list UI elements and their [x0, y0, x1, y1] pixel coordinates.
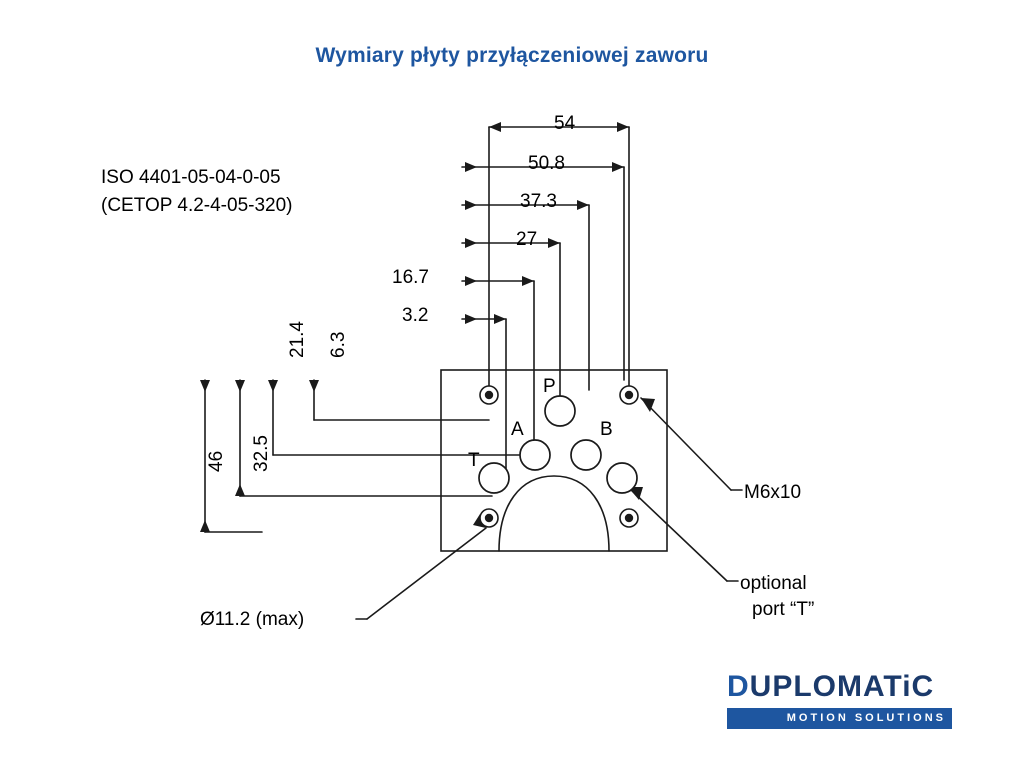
annotation-m6x10: M6x10	[744, 482, 802, 503]
dim-value-32-5: 32.5	[251, 435, 272, 472]
dim-value-54: 54	[554, 113, 576, 134]
annotation-optional-line2: port “T”	[752, 599, 815, 620]
plate-pocket	[499, 476, 609, 551]
dim-value-6-3: 6.3	[328, 331, 349, 358]
logo-tagline: MOTION SOLUTIONS	[786, 712, 946, 724]
port-hole-b	[571, 440, 601, 470]
annotation-optional-line1: optional	[740, 573, 807, 594]
port-label-t: T	[468, 450, 480, 471]
logo-rest: UPLOMATiC	[749, 670, 935, 703]
dim-value-3-2: 3.2	[402, 305, 429, 326]
leader-optional	[628, 487, 727, 581]
standard-code-line2: (CETOP 4.2-4-05-320)	[101, 195, 293, 216]
dim-value-16-7: 16.7	[392, 267, 429, 288]
logo-wordmark	[727, 672, 952, 702]
dim-value-50-8: 50.8	[528, 153, 565, 174]
leader-diameter	[367, 528, 486, 619]
port-hole-a	[520, 440, 550, 470]
dim-value-21-4: 21.4	[287, 321, 308, 358]
dim-value-46: 46	[206, 450, 227, 472]
leader-m6x10	[641, 398, 731, 490]
annotation-diameter: Ø11.2 (max)	[200, 609, 305, 630]
logo-first-letter: D	[727, 670, 750, 703]
port-hole-p	[545, 396, 575, 426]
port-label-a: A	[511, 419, 524, 440]
duplomatic-logo	[727, 672, 952, 732]
page-title: Wymiary płyty przyłączeniowej zaworu	[315, 44, 709, 67]
dim-value-27: 27	[516, 229, 538, 250]
port-hole-t-optional	[607, 463, 637, 493]
plate-holes	[479, 386, 638, 527]
logo-bar	[727, 708, 952, 729]
dim-value-37-3: 37.3	[520, 191, 557, 212]
standard-code-line1: ISO 4401-05-04-0-05	[101, 167, 281, 188]
port-label-b: B	[600, 419, 613, 440]
port-label-p: P	[543, 376, 556, 397]
port-hole-t	[479, 463, 509, 493]
